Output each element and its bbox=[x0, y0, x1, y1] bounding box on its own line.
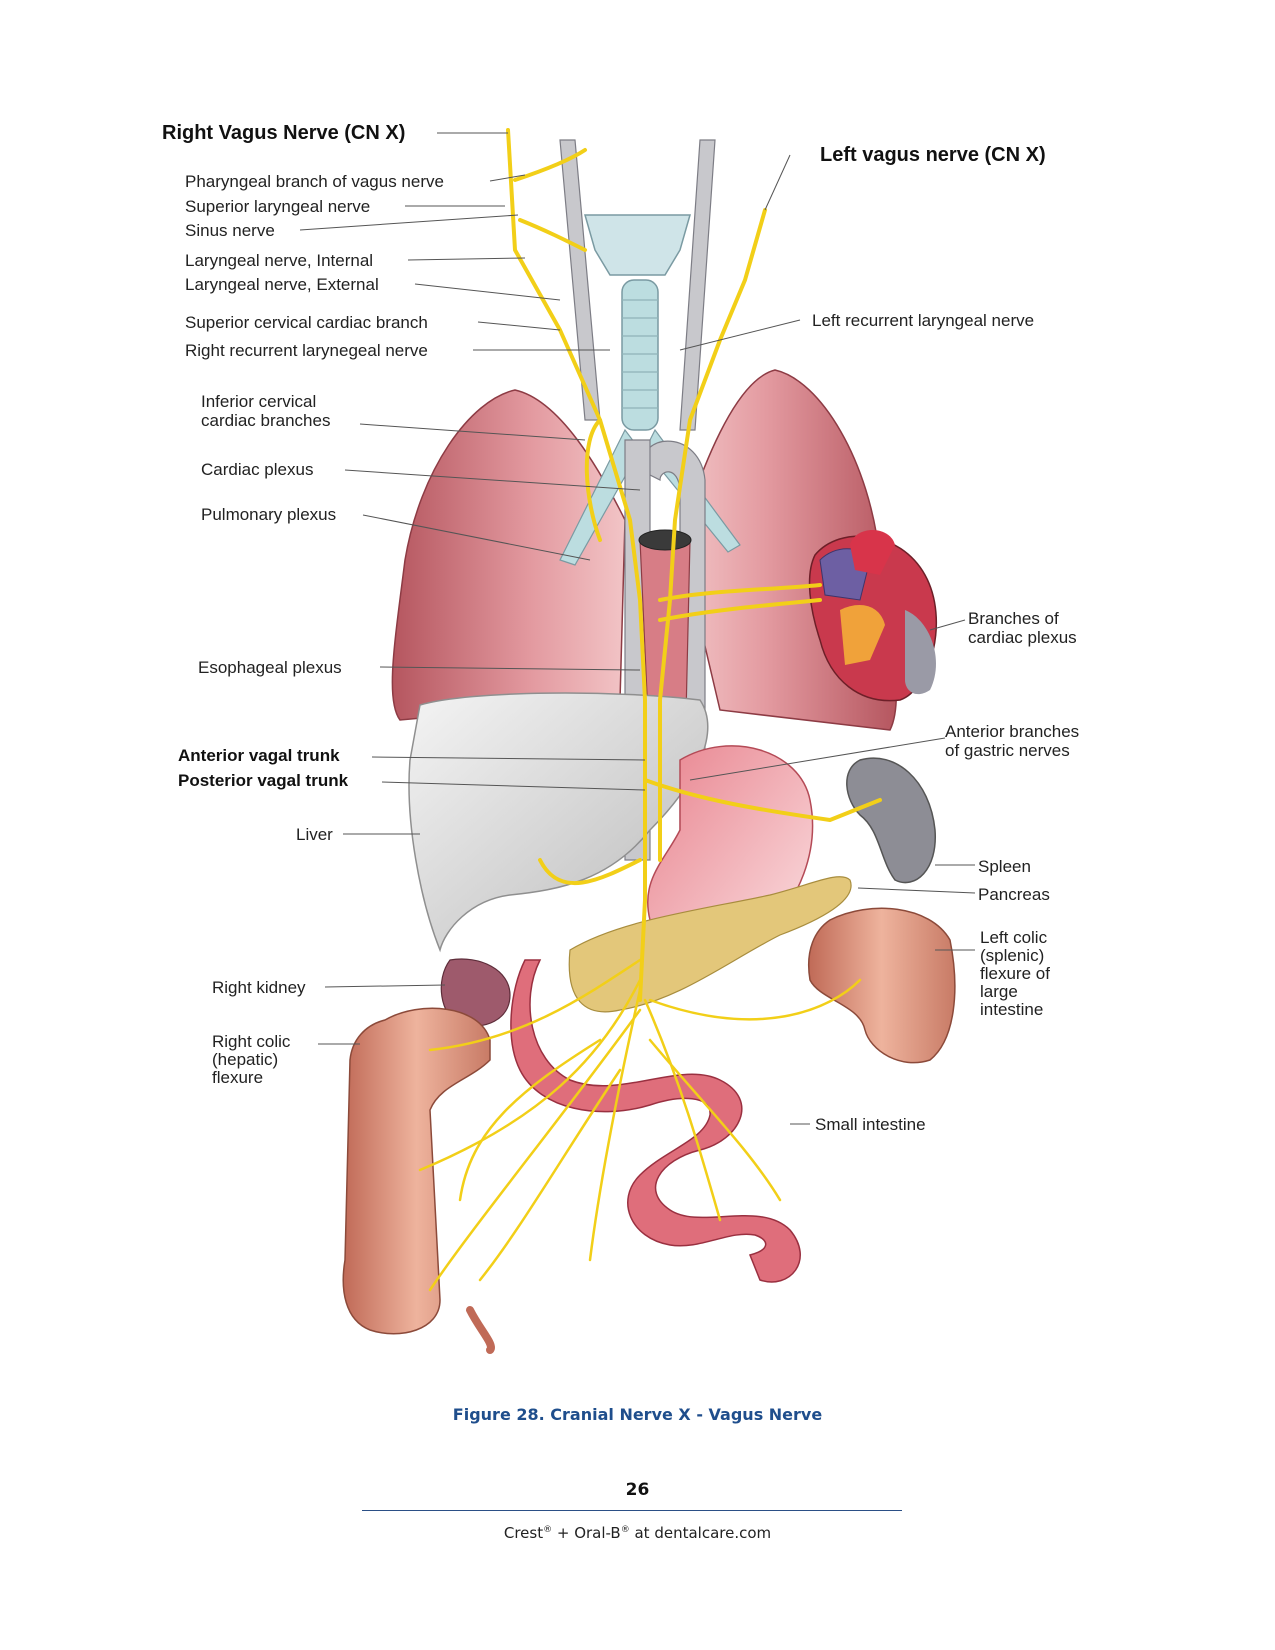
label-right-vagus: Right Vagus Nerve (CN X) bbox=[162, 122, 406, 144]
label-small-intestine: Small intestine bbox=[815, 1115, 926, 1134]
label-laryngeal-external: Laryngeal nerve, External bbox=[185, 275, 379, 294]
footer bbox=[0, 1524, 1275, 1542]
label-anterior-gastric: Anterior branches of gastric nerves bbox=[945, 722, 1080, 760]
label-spleen: Spleen bbox=[978, 857, 1031, 876]
footer-brand-crest: Crest bbox=[503, 1524, 544, 1542]
label-pancreas: Pancreas bbox=[978, 885, 1050, 904]
label-superior-cervical-cardiac: Superior cervical cardiac branch bbox=[185, 313, 428, 332]
label-left-vagus: Left vagus nerve (CN X) bbox=[820, 144, 1046, 166]
footer-reg-mark-2: ® bbox=[620, 1525, 630, 1535]
label-anterior-vagal-trunk: Anterior vagal trunk bbox=[178, 746, 340, 765]
label-left-recurrent: Left recurrent laryngeal nerve bbox=[812, 311, 1035, 330]
footer-divider bbox=[362, 1510, 902, 1511]
label-branches-cardiac-plexus: Branches of cardiac plexus bbox=[968, 609, 1077, 647]
label-pharyngeal-branch: Pharyngeal branch of vagus nerve bbox=[185, 172, 444, 191]
label-left-colic: Left colic (splenic) flexure of large intestine bbox=[980, 928, 1050, 1019]
label-laryngeal-internal: Laryngeal nerve, Internal bbox=[185, 251, 374, 270]
label-superior-laryngeal: Superior laryngeal nerve bbox=[185, 197, 371, 216]
footer-brand-oralb: Oral-B bbox=[574, 1524, 621, 1542]
small-intestine-organ bbox=[511, 960, 800, 1282]
footer-site: at dentalcare.com bbox=[629, 1524, 772, 1542]
page-number: 26 bbox=[625, 1480, 650, 1500]
left-carotid bbox=[680, 140, 715, 430]
label-inferior-cervical-cardiac: Inferior cervical cardiac branches bbox=[201, 392, 331, 430]
label-sinus-nerve: Sinus nerve bbox=[185, 221, 275, 240]
figure-caption: Figure 28. Cranial Nerve X - Vagus Nerve bbox=[452, 1405, 823, 1424]
transverse-colon-left bbox=[809, 908, 955, 1062]
label-posterior-vagal-trunk: Posterior vagal trunk bbox=[178, 771, 349, 790]
spleen-organ bbox=[847, 758, 935, 882]
label-pulmonary-plexus: Pulmonary plexus bbox=[201, 505, 337, 524]
label-liver: Liver bbox=[296, 825, 333, 844]
thyroid-cartilage bbox=[585, 215, 690, 275]
label-right-recurrent: Right recurrent larynegeal nerve bbox=[185, 341, 428, 360]
label-right-kidney: Right kidney bbox=[212, 978, 306, 997]
label-cardiac-plexus: Cardiac plexus bbox=[201, 460, 314, 479]
label-right-colic: Right colic (hepatic) flexure bbox=[212, 1032, 291, 1087]
label-esophageal-plexus: Esophageal plexus bbox=[198, 658, 342, 677]
footer-reg-mark-1: ® bbox=[543, 1525, 553, 1535]
footer-plus: + bbox=[552, 1524, 575, 1542]
